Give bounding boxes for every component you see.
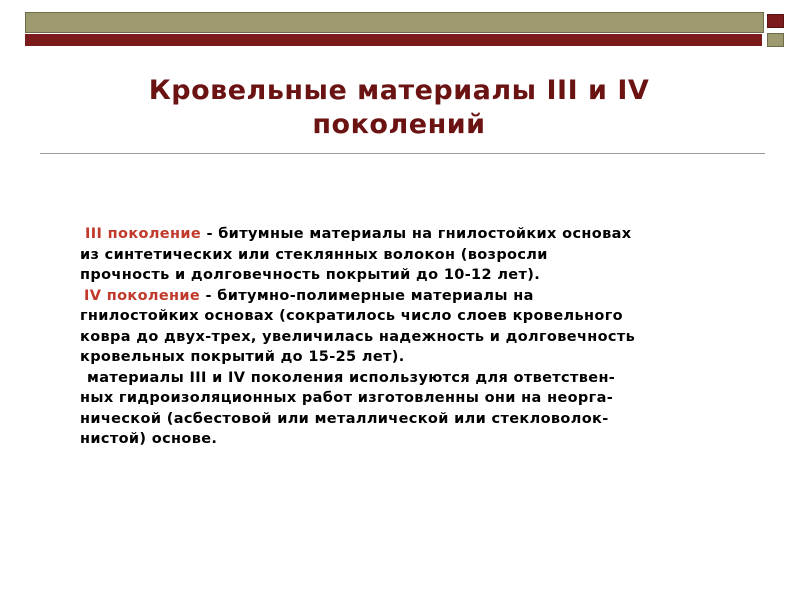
para2-line4: кровельных покрытий до 15-25 лет).	[80, 349, 405, 365]
para2-line1	[80, 286, 760, 307]
corner-square-red	[767, 14, 784, 28]
header-maroon-rule	[25, 34, 762, 46]
paragraph-gen-4	[80, 286, 760, 368]
para3-line2: ных гидроизоляционных работ изготовленны они на неорга-	[80, 390, 614, 406]
para3-line1: материалы III и IV поколения используются для ответствен-	[87, 369, 616, 386]
paragraph-gen-3	[80, 224, 760, 286]
slide-title	[40, 74, 758, 142]
para1-line1	[80, 224, 760, 245]
para2-line2: гнилостойких основах (сократилось число слоев кровельного	[80, 308, 623, 324]
para1-line1-text: - битумные материалы на гнилостойких основах	[201, 226, 632, 242]
title-line-2: поколений	[312, 109, 486, 140]
para3-line4: нистой) основе.	[80, 431, 218, 447]
para1-line3: прочность и долговечность покрытий до 10-12 лет).	[80, 267, 541, 283]
paragraph-usage	[80, 368, 760, 450]
slide-body	[80, 224, 760, 450]
para1-line2: из синтетических или стеклянных волокон (возросли	[80, 246, 548, 263]
title-line-1: Кровельные материалы III и IV	[148, 75, 650, 106]
gen-3-label: III поколение	[85, 226, 202, 242]
para3-line3: нической (асбестовой или металлической или стекловолок-	[80, 410, 609, 427]
gen-4-label: IV поколение	[84, 287, 201, 304]
header-olive-band	[25, 12, 764, 33]
title-divider	[40, 153, 765, 154]
para2-line1-text: - битумно-полимерные материалы на	[200, 287, 534, 304]
corner-square-olive	[767, 33, 784, 47]
para2-line3: ковра до двух-трех, увеличилась надежность и долговечность	[80, 328, 636, 345]
